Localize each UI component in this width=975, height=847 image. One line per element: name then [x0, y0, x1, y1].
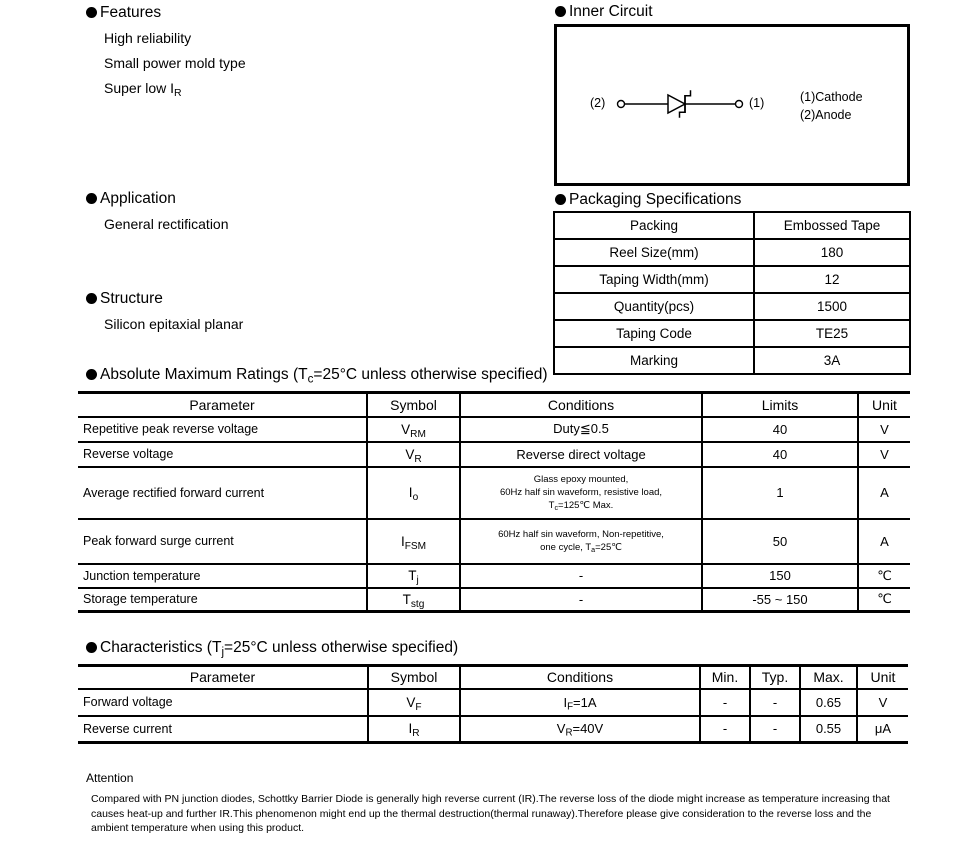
table-row — [78, 467, 910, 519]
title-text-part: =25°C unless otherwise specified) — [313, 366, 548, 383]
column-header: Typ. — [750, 666, 800, 689]
packaging-label: Taping Code — [554, 320, 754, 347]
condition-line: 60Hz half sin waveform, resistive load, — [499, 487, 663, 498]
conditions-cell: Reverse direct voltage — [460, 442, 702, 467]
conditions-cell — [460, 716, 700, 743]
max-cell: 0.65 — [800, 689, 857, 716]
unit-cell: V — [857, 689, 908, 716]
packaging-value: TE25 — [754, 320, 910, 347]
table-row — [78, 519, 910, 564]
unit-cell: A — [858, 519, 910, 564]
typ-cell: - — [750, 716, 800, 743]
bullet-icon — [555, 194, 566, 205]
feature-item: High reliability — [104, 30, 192, 46]
parameter-cell: Storage temperature — [78, 588, 367, 612]
symbol-cell — [367, 564, 460, 588]
min-cell: - — [700, 689, 750, 716]
application-title: Application — [100, 190, 176, 207]
symbol-cell — [367, 467, 460, 519]
legend-cathode: (1)Cathode — [800, 90, 863, 104]
packaging-heading — [555, 190, 741, 209]
column-header: Unit — [858, 393, 910, 417]
inner-circuit-box — [554, 24, 910, 186]
characteristics-table — [78, 664, 908, 744]
max-cell: 0.55 — [800, 716, 857, 743]
limit-cell: 40 — [702, 417, 858, 442]
conditions-cell — [460, 519, 702, 564]
condition-text-sub: a — [591, 545, 596, 554]
diode-triangle-icon — [668, 95, 685, 113]
limit-cell: 40 — [702, 442, 858, 467]
structure-heading — [86, 289, 163, 308]
packaging-value: Embossed Tape — [754, 212, 910, 239]
table-row — [78, 689, 908, 716]
table-row — [78, 716, 908, 743]
column-header: Conditions — [460, 666, 700, 689]
condition-text-sub: c — [554, 503, 559, 512]
packaging-value: 12 — [754, 266, 910, 293]
min-cell: - — [700, 716, 750, 743]
column-header: Unit — [857, 666, 908, 689]
symbol-cell — [367, 442, 460, 467]
table-row — [554, 212, 910, 239]
conditions-cell: Duty≦0.5 — [460, 417, 702, 442]
table-row — [78, 588, 910, 612]
condition-text-part: =25℃ — [595, 542, 622, 553]
parameter-cell: Average rectified forward current — [78, 467, 367, 519]
features-list — [104, 26, 246, 101]
parameter-cell: Reverse current — [78, 716, 368, 743]
symbol-base: T — [408, 568, 417, 583]
unit-cell: μA — [857, 716, 908, 743]
conditions-cell — [460, 689, 700, 716]
unit-cell: V — [858, 417, 910, 442]
feature-text-part: Super low I — [104, 80, 175, 96]
title-text-part: =25°C unless otherwise specified) — [224, 639, 459, 656]
conditions-cell — [460, 467, 702, 519]
bullet-icon — [555, 6, 566, 17]
packaging-value: 3A — [754, 347, 910, 374]
column-header: Symbol — [367, 393, 460, 417]
condition-text-sub: R — [565, 727, 573, 739]
feature-item — [104, 76, 246, 101]
table-row — [78, 564, 910, 588]
condition-line — [461, 499, 701, 512]
condition-text-sub: F — [567, 701, 574, 713]
title-text-sub: j — [221, 645, 225, 659]
unit-cell: A — [858, 467, 910, 519]
condition-text-part: V — [556, 721, 566, 737]
limit-cell: -55 ~ 150 — [702, 588, 858, 612]
table-row — [554, 293, 910, 320]
symbol-base: I — [400, 533, 405, 549]
packaging-label: Packing — [554, 212, 754, 239]
condition-line: Glass epoxy mounted, — [533, 474, 629, 485]
symbol-sub: RM — [410, 428, 426, 440]
unit-cell: V — [858, 442, 910, 467]
application-heading — [86, 189, 176, 208]
column-header: Max. — [800, 666, 857, 689]
attention-title: Attention — [86, 771, 134, 785]
feature-text-sub: R — [174, 86, 182, 99]
packaging-title: Packaging Specifications — [569, 191, 742, 208]
abs-ratings-heading — [86, 365, 548, 384]
column-header: Parameter — [78, 666, 368, 689]
inner-circuit-title: Inner Circuit — [569, 3, 653, 20]
table-header-row — [78, 393, 910, 417]
characteristics-heading — [86, 638, 458, 657]
features-heading — [86, 3, 161, 22]
condition-line — [461, 541, 701, 554]
abs-ratings-table — [78, 391, 910, 613]
column-header: Symbol — [368, 666, 460, 689]
condition-text-part: =40V — [572, 721, 604, 737]
column-header: Min. — [700, 666, 750, 689]
symbol-base: T — [402, 591, 411, 607]
packaging-value: 180 — [754, 239, 910, 266]
anode-terminal-icon — [618, 101, 625, 108]
parameter-cell: Repetitive peak reverse voltage — [78, 417, 367, 442]
symbol-base: V — [401, 421, 411, 437]
table-row — [78, 417, 910, 442]
attention-body: Compared with PN junction diodes, Schottky Barrier Diode is generally high reverse current (IR).The reverse loss of the diode might increase as temperature increasing that causes heat-up and further IR.This phenomenon might end up the thermal destruction(thermal runaway).Therefore please give consideration to the reverse loss and the ambient temperature when using this product. — [91, 793, 890, 834]
limit-cell: 1 — [702, 467, 858, 519]
unit-cell: ℃ — [858, 588, 910, 612]
parameter-cell: Junction temperature — [78, 564, 367, 588]
table-row — [78, 442, 910, 467]
cathode-terminal-icon — [736, 101, 743, 108]
packaging-label: Marking — [554, 347, 754, 374]
table-row — [554, 266, 910, 293]
condition-text-part: I — [563, 694, 568, 710]
limit-cell: 50 — [702, 519, 858, 564]
schottky-hook-top — [685, 90, 691, 96]
condition-text-part: one cycle, T — [540, 542, 592, 553]
limit-cell: 150 — [702, 564, 858, 588]
structure-item: Silicon epitaxial planar — [104, 316, 244, 332]
symbol-sub: stg — [410, 598, 425, 610]
symbol-base: I — [408, 485, 413, 500]
structure-title: Structure — [100, 290, 163, 307]
symbol-cell — [367, 588, 460, 612]
column-header: Limits — [702, 393, 858, 417]
pin-legend — [800, 88, 863, 124]
table-row — [554, 320, 910, 347]
parameter-cell: Reverse voltage — [78, 442, 367, 467]
bullet-icon — [86, 642, 97, 653]
symbol-cell — [367, 417, 460, 442]
parameter-cell: Peak forward surge current — [78, 519, 367, 564]
bullet-icon — [86, 293, 97, 304]
feature-item: Small power mold type — [104, 55, 246, 71]
features-title: Features — [100, 4, 162, 21]
packaging-label: Quantity(pcs) — [554, 293, 754, 320]
packaging-label: Taping Width(mm) — [554, 266, 754, 293]
column-header: Conditions — [460, 393, 702, 417]
schottky-hook-bottom — [680, 112, 686, 118]
symbol-cell — [368, 716, 460, 743]
inner-circuit-heading — [555, 2, 653, 21]
bullet-icon — [86, 193, 97, 204]
condition-text-part: =1A — [573, 694, 597, 710]
condition-text-part: T — [548, 500, 555, 511]
title-text-sub: c — [307, 372, 314, 386]
symbol-cell — [367, 519, 460, 564]
legend-anode: (2)Anode — [800, 108, 852, 122]
packaging-table — [553, 211, 911, 375]
table-row — [554, 347, 910, 374]
packaging-label: Reel Size(mm) — [554, 239, 754, 266]
condition-line: 60Hz half sin waveform, Non-repetitive, — [498, 529, 664, 540]
packaging-value: 1500 — [754, 293, 910, 320]
symbol-sub: FSM — [404, 540, 427, 552]
typ-cell: - — [750, 689, 800, 716]
title-text-part: Absolute Maximum Ratings (T — [100, 366, 308, 383]
symbol-sub: R — [412, 728, 420, 740]
symbol-sub: R — [414, 453, 422, 465]
title-text-part: Characteristics (T — [100, 639, 222, 656]
characteristics-title — [100, 638, 458, 657]
condition-text-part: =125℃ Max. — [558, 500, 614, 511]
bullet-icon — [86, 7, 97, 18]
symbol-base: V — [405, 446, 415, 462]
bullet-icon — [86, 369, 97, 380]
abs-ratings-title — [100, 365, 548, 384]
unit-cell: ℃ — [858, 564, 910, 588]
symbol-base: I — [408, 721, 413, 737]
conditions-cell: - — [460, 564, 702, 588]
application-item: General rectification — [104, 216, 229, 232]
symbol-sub: F — [415, 701, 422, 713]
table-header-row — [78, 666, 908, 689]
symbol-sub: j — [416, 574, 419, 586]
symbol-base: V — [406, 694, 416, 710]
conditions-cell: - — [460, 588, 702, 612]
symbol-cell — [368, 689, 460, 716]
symbol-sub: o — [412, 491, 419, 503]
table-row — [554, 239, 910, 266]
pin-1-label: (1) — [749, 96, 765, 110]
parameter-cell: Forward voltage — [78, 689, 368, 716]
column-header: Parameter — [78, 393, 367, 417]
pin-2-label: (2) — [590, 96, 606, 110]
